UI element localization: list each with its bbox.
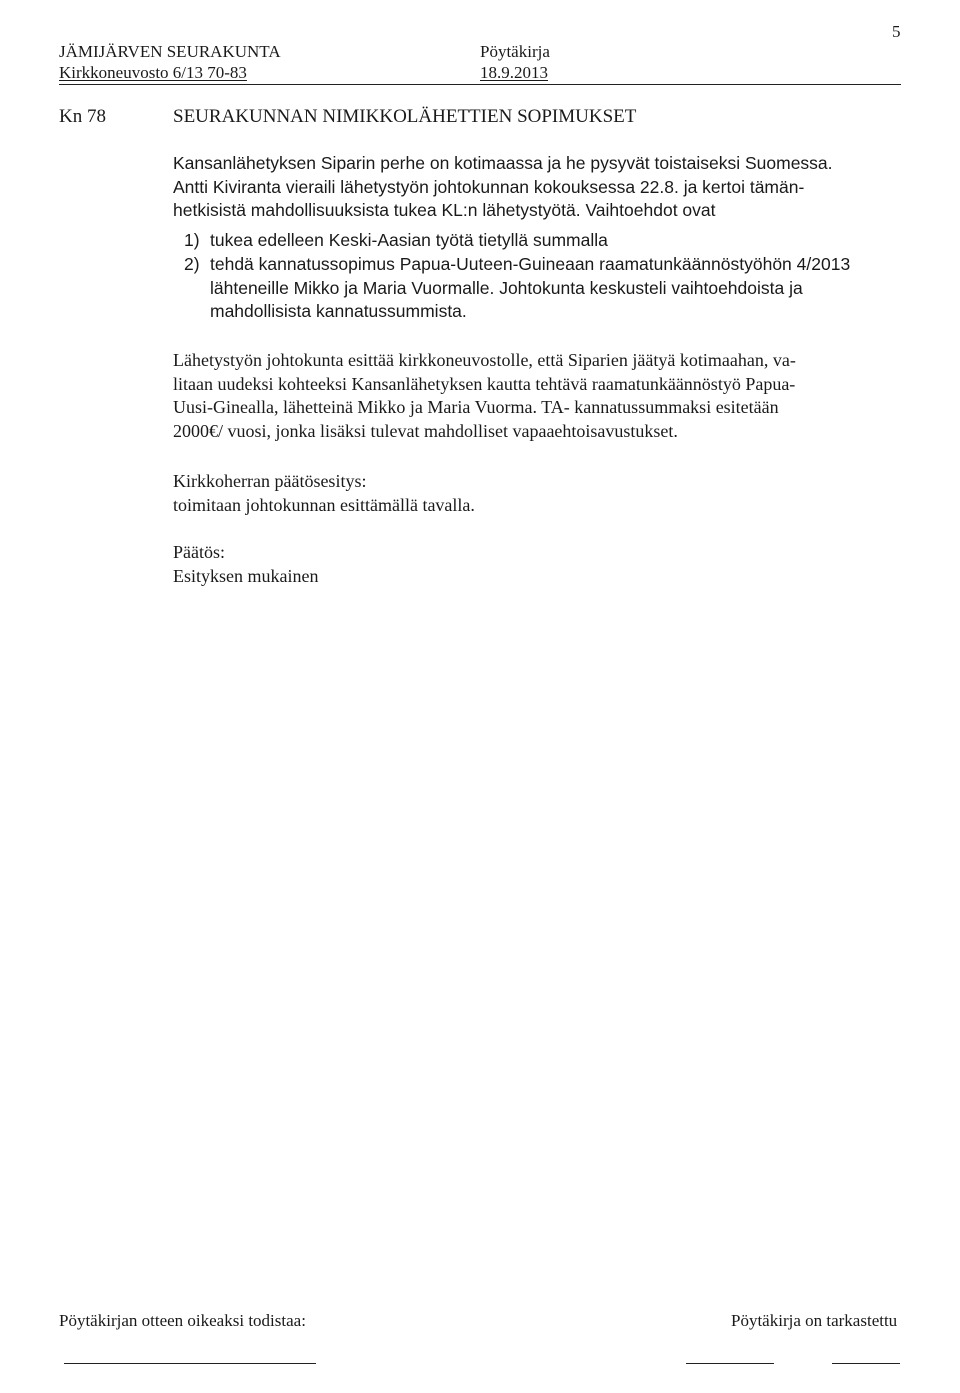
paragraph-2-line: litaan uudeksi kohteeksi Kansanlähetyksen kautta tehtävä raamatunkäännöstyö Papua- (173, 373, 796, 394)
document-type: Pöytäkirja (480, 42, 550, 61)
paragraph-2-line: 2000€/ vuosi, jonka lisäksi tulevat mahdolliset vapaaehtoisavustukset. (173, 420, 678, 441)
paragraph-1-line: Kansanlähetyksen Siparin perhe on kotimaassa ja he pysyvät toistaiseksi Suomessa. (173, 153, 833, 173)
decision-text: Esityksen mukainen (173, 566, 319, 586)
paragraph-2-line: Uusi-Ginealla, lähetteinä Mikko ja Maria Vuorma. TA- kannatussummaksi esitetään (173, 397, 779, 417)
paragraph-1 (173, 152, 833, 223)
meeting-reference: Kirkkoneuvosto 6/13 70-83 (59, 63, 247, 82)
signature-line-left (64, 1363, 316, 1364)
proposal-label: Kirkkoherran päätösesitys: (173, 471, 367, 491)
organization-name: JÄMIJÄRVEN SEURAKUNTA (59, 42, 281, 61)
page-number: 5 (892, 22, 901, 41)
footer-certification-label: Pöytäkirjan otteen oikeaksi todistaa: (59, 1311, 306, 1330)
meeting-date: 18.9.2013 (480, 63, 548, 82)
paragraph-2 (173, 349, 796, 443)
option-2-line: mahdollisista kannatussummista. (210, 301, 467, 321)
paragraph-1-line: Antti Kiviranta vieraili lähetystyön johtokunnan kokouksessa 22.8. ja kertoi tämän- (173, 176, 805, 197)
option-1-line: tukea edelleen Keski-Aasian työtä tietyllä summalla (210, 230, 608, 250)
option-2-line: lähteneille Mikko ja Maria Vuormalle. Johtokunta keskusteli vaihtoehdoista ja (210, 277, 803, 298)
option-2-line: tehdä kannatussopimus Papua-Uuteen-Guineaan raamatunkäännöstyöhön 4/2013 (210, 254, 851, 274)
paragraph-1-line: hetkisistä mahdollisuuksista tukea KL:n lähetystyötä. Vaihtoehdot ovat (173, 200, 716, 220)
section-title: SEURAKUNNAN NIMIKKOLÄHETTIEN SOPIMUKSET (173, 106, 637, 127)
option-1-number: 1) (184, 230, 200, 250)
footer-review-label: Pöytäkirja on tarkastettu (731, 1311, 898, 1330)
header-rule (59, 84, 901, 85)
decision-label: Päätös: (173, 542, 225, 562)
signature-line-right (832, 1363, 900, 1364)
paragraph-2-line: Lähetystyön johtokunta esittää kirkkoneuvostolle, että Siparien jäätyä kotimaahan, va- (173, 350, 796, 370)
option-2-number: 2) (184, 254, 200, 274)
proposal-text: toimitaan johtokunnan esittämällä tavalla. (173, 495, 475, 515)
section-number: Kn 78 (59, 106, 106, 127)
signature-line-middle (686, 1363, 774, 1364)
